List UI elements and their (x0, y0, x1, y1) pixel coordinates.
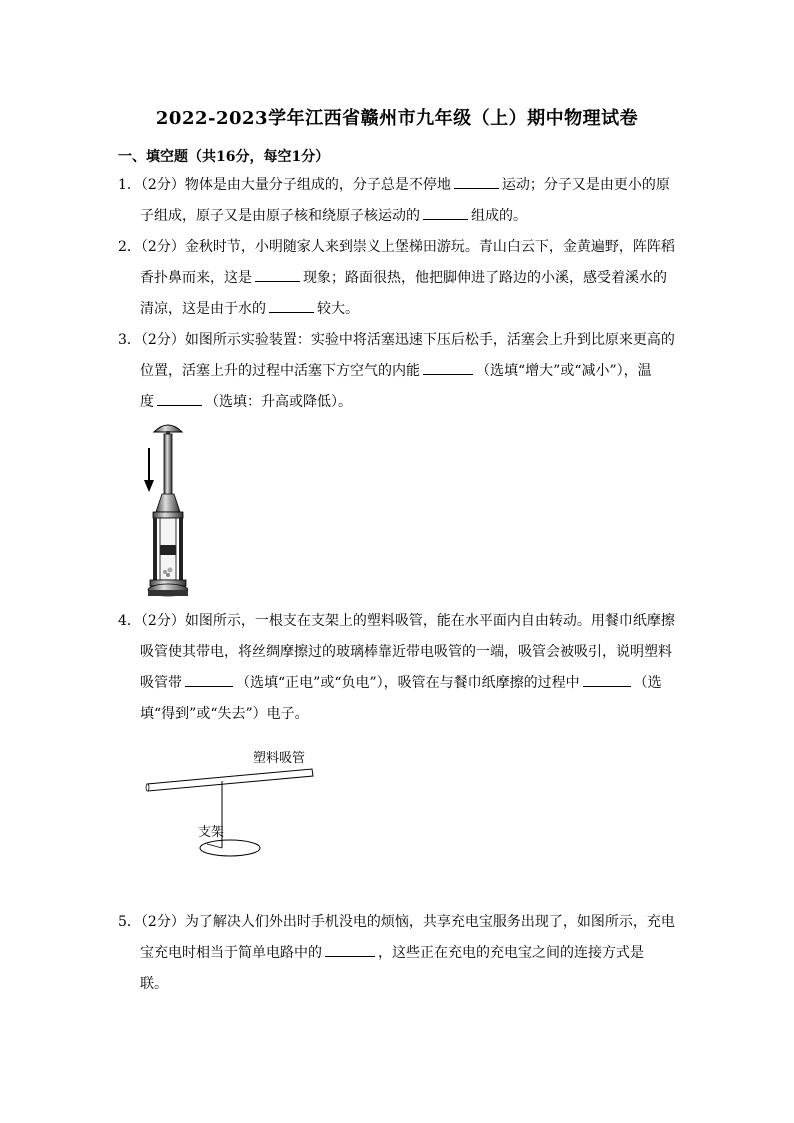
q3-text-3a: 度 (140, 394, 154, 410)
q3-number: 3．（2分） (118, 332, 185, 348)
q5-blank-1 (325, 942, 375, 957)
q2-blank-1 (255, 267, 300, 282)
question-1 (118, 170, 678, 232)
q2-number: 2．（2分） (118, 239, 185, 255)
q5-text-2a: 宝充电时相当于简单电路中的 (140, 945, 322, 961)
q2-text-3a: 清凉，这是由于水的 (140, 301, 266, 317)
stand-base (200, 840, 260, 856)
q1-text-2a: 子组成，原子又是由原子核和绕原子核运动的 (140, 208, 420, 224)
q1-blank-2 (423, 205, 468, 220)
q4-text-3b: （选填“正电”或“负电”），吸管在与餐巾纸摩擦的过程中 (236, 675, 580, 691)
q3-text-3b: （选填：升高或降低）。 (205, 394, 352, 410)
question-5 (118, 907, 678, 1000)
q4-text-1: 如图所示，一根支在支架上的塑料吸管，能在水平面内自由转动。用餐巾纸摩擦 (184, 613, 675, 629)
q3-text-1: 如图所示实验装置：实验中将活塞迅速下压后松手，活塞会上升到比原来更高的 (184, 332, 675, 348)
q3-text-2a: 位置，活塞上升的过程中活塞下方空气的内能 (140, 363, 420, 379)
q5-text-2b: ，这些正在充电的充电宝之间的连接方式是 (378, 945, 644, 961)
q1-number: 1．（2分） (118, 177, 185, 193)
q2-text-2b: 现象；路面很热，他把脚伸进了路边的小溪，感受着溪水的 (303, 270, 667, 286)
stand-label: 支架 (198, 825, 225, 840)
q4-text-3a: 吸管带 (140, 675, 182, 691)
q2-text-1: 金秋时节，小明随家人来到崇义上堡梯田游玩。青山白云下，金黄遍野，阵阵稻 (184, 239, 675, 255)
q2-text-2a: 香扑鼻而来，这是 (140, 270, 252, 286)
q4-text-3c: （选 (633, 675, 662, 691)
q5-number: 5．（2分） (118, 914, 185, 930)
question-3 (118, 325, 678, 418)
q3-blank-1 (423, 360, 473, 375)
question-2 (118, 232, 678, 325)
plastic-straw (147, 769, 313, 791)
q5-text-3: 联。 (140, 976, 168, 992)
section-heading: 一、填空题（共16分，每空1分） (118, 149, 330, 165)
q4-number: 4．（2分） (118, 613, 185, 629)
q3-text-2b: （选填“增大”或“减小”），温 (476, 363, 652, 379)
air-compression-apparatus-figure (138, 420, 188, 600)
q2-blank-2 (269, 298, 314, 313)
straw-label: 塑料吸管 (253, 751, 306, 766)
q4-text-4: 填“得到”或“失去”）电子。 (140, 706, 309, 722)
q5-text-1: 为了解决人们外出时手机没电的烦恼，共享充电宝服务出现了，如图所示，充电 (184, 914, 675, 930)
straw-on-stand-figure (145, 745, 325, 860)
q3-blank-2 (157, 391, 202, 406)
page-title: 2022-2023学年江西省赣州市九年级（上）期中物理试卷 (155, 108, 639, 129)
q1-text-1a: 物体是由大量分子组成的，分子总是不停地 (184, 177, 451, 193)
question-4 (118, 606, 678, 730)
q1-blank-1 (454, 174, 499, 189)
q4-blank-1 (185, 672, 233, 687)
q4-text-2: 吸管使其带电，将丝绸摩擦过的玻璃棒靠近带电吸管的一端，吸管会被吸引，说明塑料 (140, 644, 672, 660)
q2-text-3b: 较大。 (317, 301, 359, 317)
q4-blank-2 (583, 672, 631, 687)
q1-text-1b: 运动；分子又是由更小的原 (501, 177, 670, 193)
q1-text-2b: 组成的。 (471, 208, 527, 224)
